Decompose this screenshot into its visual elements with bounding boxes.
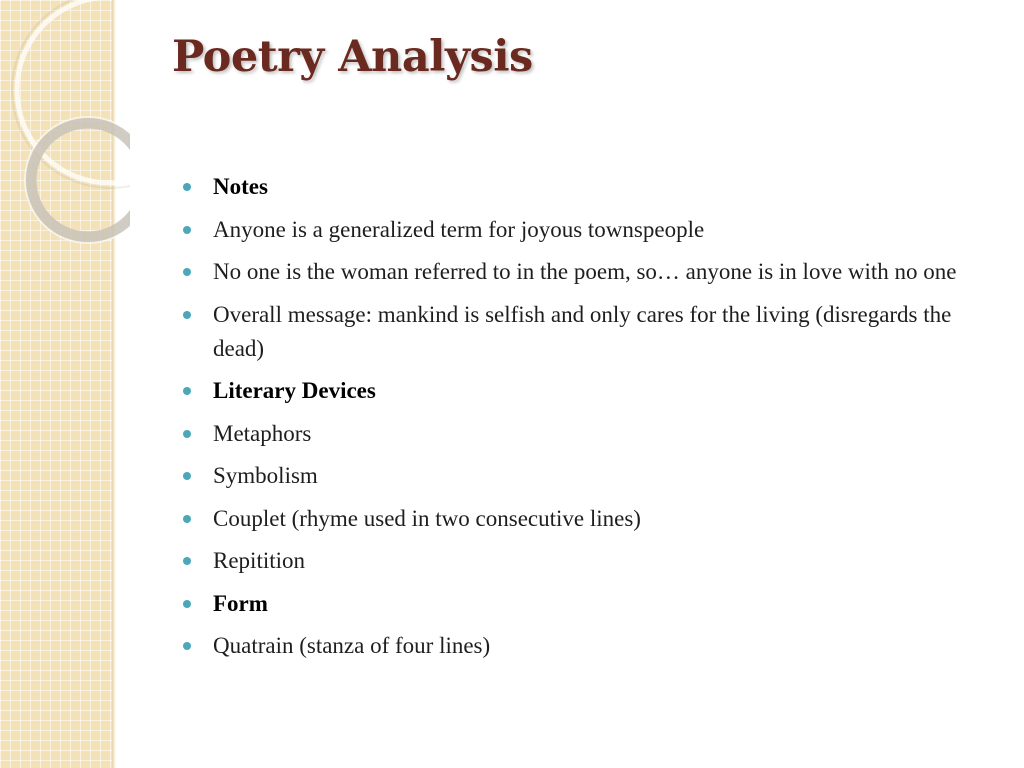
bullet-dot-icon xyxy=(183,430,191,438)
bullet-text: Quatrain (stanza of four lines) xyxy=(213,633,491,658)
bullet-text: Form xyxy=(213,590,268,616)
bullet-dot-icon xyxy=(183,268,191,276)
bullet-item xyxy=(183,459,983,493)
slide-title: Poetry Analysis xyxy=(172,32,533,82)
bullet-text: Couplet (rhyme used in two consecutive lines) xyxy=(213,505,641,531)
bullet-dot-icon xyxy=(183,387,191,395)
bullet-text: No one is the woman referred to in the poem, so… anyone is in love with no one xyxy=(213,259,957,284)
bullet-dot-icon xyxy=(183,226,191,234)
bullet-dot-icon xyxy=(183,183,191,191)
bullet-text: Literary Devices xyxy=(213,378,376,403)
bullet-item xyxy=(183,629,983,663)
bullet-item xyxy=(183,170,983,204)
bullet-item xyxy=(183,213,983,247)
bullet-text: Anyone is a generalized term for joyous townspeople xyxy=(213,216,705,242)
bullet-item xyxy=(183,587,983,621)
bullet-dot-icon xyxy=(183,600,191,608)
bullet-text: Repitition xyxy=(213,548,305,573)
bullet-dot-icon xyxy=(183,642,191,650)
bullet-item xyxy=(183,417,983,451)
bullet-item xyxy=(183,502,983,536)
bullet-item xyxy=(183,255,983,289)
bullet-text: Overall message: mankind is selfish and only cares for the living (disregards the dead) xyxy=(213,301,952,361)
bullet-dot-icon xyxy=(183,472,191,480)
small-ring-highlight xyxy=(25,117,130,243)
bullet-item xyxy=(183,298,983,366)
bullet-dot-icon xyxy=(183,311,191,319)
bullet-item xyxy=(183,544,983,578)
bullet-dot-icon xyxy=(183,557,191,565)
bullet-text: Notes xyxy=(213,174,268,199)
bullet-list xyxy=(183,170,983,672)
bullet-item xyxy=(183,374,983,408)
bullet-dot-icon xyxy=(183,515,191,523)
bullet-text: Metaphors xyxy=(213,420,312,446)
bullet-text: Symbolism xyxy=(213,463,318,488)
decorative-rings xyxy=(0,0,130,260)
